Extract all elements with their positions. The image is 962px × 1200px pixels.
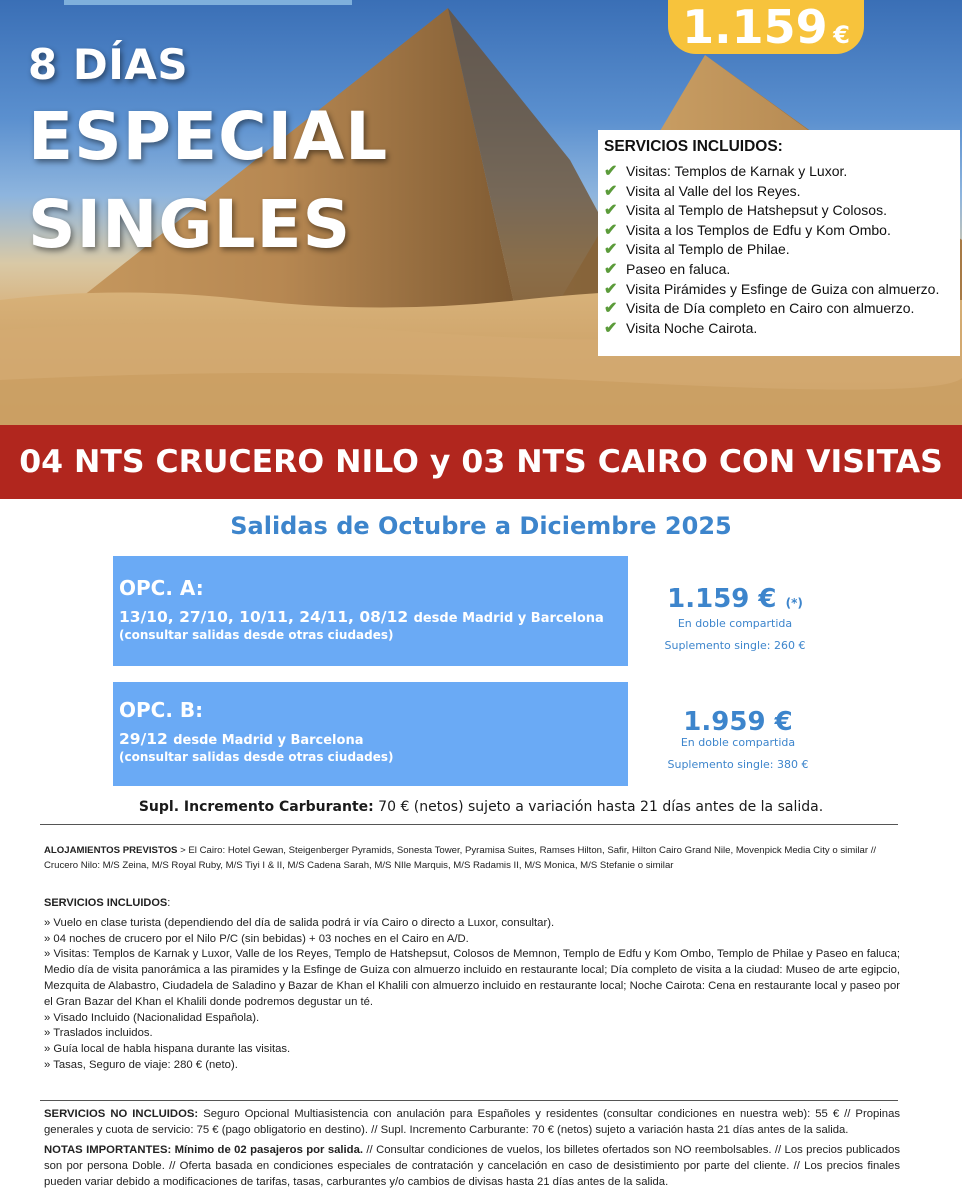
option-a-supplement: Suplemento single: 260 € <box>664 639 806 652</box>
not-included-text: Seguro Opcional Multiasistencia con anulación para Españoles y residentes (consultar condiciones en nuestra web): 55 € // Propinas generales y cuota de servicio: 75 € (pago obligatorio en destino). // Supl. Incremento Carburante: 70 € (netos) sujeto a variación hasta 21 días antes de la salida. <box>44 1108 901 1136</box>
option-a-price-value: 1.159 € <box>667 584 777 614</box>
check-icon: ✔ <box>604 319 618 337</box>
option-b-price-block <box>648 708 828 771</box>
included-service-item: » Guía local de habla hispana durante las visitas. <box>44 1043 291 1056</box>
important-notes-label: NOTAS IMPORTANTES: Mínimo de 02 pasajeros por salida. <box>44 1144 364 1156</box>
services-highlight-item-text: Visita al Valle del los Reyes. <box>626 182 801 199</box>
included-service-item: » Vuelo en clase turista (dependiendo del día de salida podrá ir vía Cairo o directo a Luxor, consultar). <box>44 916 555 929</box>
check-icon: ✔ <box>604 221 618 239</box>
option-b-label: OPC. B: <box>119 698 204 722</box>
services-highlight-item-text: Visita Noche Cairota. <box>626 319 758 336</box>
option-b-origin: desde Madrid y Barcelona <box>173 733 364 748</box>
check-icon: ✔ <box>604 300 618 318</box>
services-highlight-item <box>604 260 954 280</box>
included-service-item: » Tasas, Seguro de viaje: 280 € (neto). <box>44 1058 238 1071</box>
check-icon: ✔ <box>604 241 618 259</box>
services-highlight-item-text: Visita al Templo de Philae. <box>626 241 790 258</box>
services-highlight-item <box>604 280 954 300</box>
services-highlight-item-text: Visita Pirámides y Esfinge de Guiza con almuerzo. <box>626 280 940 297</box>
fuel-surcharge-text: 70 € (netos) sujeto a variación hasta 21 días antes de la salida. <box>373 799 824 815</box>
itinerary-banner: 04 NTS CRUCERO NILO y 03 NTS CAIRO CON VISITAS <box>0 425 962 499</box>
check-icon: ✔ <box>604 280 618 298</box>
services-highlight-item <box>604 162 954 182</box>
price-badge-currency: € <box>833 21 850 49</box>
included-service-item: » 04 noches de crucero por el Nilo P/C (sin bebidas) + 03 noches en el Cairo en A/D. <box>44 932 469 945</box>
option-a-origin: desde Madrid y Barcelona <box>413 611 604 626</box>
services-highlight-item <box>604 299 954 319</box>
included-service-item: » Traslados incluidos. <box>44 1027 153 1040</box>
option-b-supplement: Suplemento single: 380 € <box>667 758 809 771</box>
accommodation-section <box>44 843 900 873</box>
option-a-price <box>645 585 825 617</box>
price-badge <box>668 0 864 54</box>
option-b-price <box>648 708 828 736</box>
top-accent-strip <box>64 0 352 5</box>
departures-title: Salidas de Octubre a Diciembre 2025 <box>230 512 732 540</box>
days-title: 8 DÍAS <box>28 40 189 89</box>
services-highlight-item-text: Visita de Día completo en Cairo con almuerzo. <box>626 300 915 317</box>
services-highlight-item <box>604 201 954 221</box>
included-services-section <box>44 896 900 1074</box>
option-b-price-basis: En doble compartida <box>680 736 796 749</box>
divider-top <box>40 824 898 825</box>
option-b-box <box>113 682 628 786</box>
option-a-note: (consultar salidas desde otras ciudades) <box>119 628 394 642</box>
important-notes-text: // Consultar condiciones de vuelos, los billetes ofertados son NO reembolsables. // Los precios publicados son por persona Doble. // Oferta basada en condiciones especiales de contratación y cancelación en caso de desistimiento por parte del cliente. // Los precios finales pueden variar debido a modificaciones de tarifas, tasas, carburantes y/o cambios de divisas hasta 21 días antes de la salida. <box>44 1144 900 1188</box>
check-icon: ✔ <box>604 163 618 180</box>
services-highlight-box <box>598 130 960 356</box>
singles-title: SINGLES <box>28 186 352 263</box>
option-b-price-value: 1.959 € <box>683 707 793 737</box>
not-included-label: SERVICIOS NO INCLUIDOS: <box>44 1108 199 1120</box>
included-services-title-text: SERVICIOS INCLUIDOS <box>44 897 168 909</box>
important-notes-section <box>44 1143 900 1190</box>
included-services-title-colon: : <box>167 897 171 909</box>
services-highlight-item <box>604 221 954 241</box>
especial-title: ESPECIAL <box>28 98 389 175</box>
check-icon: ✔ <box>604 202 618 220</box>
fuel-surcharge-note <box>0 799 962 815</box>
option-a-price-mark: (*) <box>785 596 803 610</box>
services-highlight-item <box>604 182 954 202</box>
option-a-dates <box>119 608 628 626</box>
not-included-section <box>44 1107 900 1138</box>
check-icon: ✔ <box>604 260 618 278</box>
services-highlight-item-text: Visita a los Templos de Edfu y Kom Ombo. <box>626 221 891 238</box>
accommodation-label: ALOJAMIENTOS PREVISTOS <box>44 845 178 856</box>
services-highlight-item-text: Paseo en faluca. <box>626 260 731 277</box>
included-services-title <box>44 896 900 912</box>
divider-bottom <box>40 1100 898 1101</box>
accommodation-text: > El Cairo: Hotel Gewan, Steigenberger Pyramids, Sonesta Tower, Pyramisa Suites, Ramses Hilton, Safir, Hilton Cairo Grand Nile, Movenpick Media City o similar // Crucero Nilo: M/S Zeina, M/S Royal Ruby, M/S Tiyi I & II, M/S Cadena Sarah, M/S NIle Marquis, M/S Radamis II, M/S Monica, M/S Stefanie o similar <box>44 845 877 871</box>
services-highlight-item-text: Visita al Templo de Hatshepsut y Colosos. <box>626 202 887 219</box>
option-a-label: OPC. A: <box>119 576 204 600</box>
included-service-item: » Visado Incluido (Nacionalidad Española). <box>44 1011 260 1024</box>
check-icon: ✔ <box>604 182 618 200</box>
services-highlight-list <box>604 162 954 338</box>
included-service-item: » Visitas: Templos de Karnak y Luxor, Valle de los Reyes, Templo de Hatshepsut, Colosos de Memnon, Templo de Edfu y Kom Ombo, Templo de Philae y Paseo en faluca; Medio día de visita panorámica a las piramides y la Esfinge de Guiza con almuerzo incluido en restaurante local; Día completo de visita a la ciudad: Museo de arte egipcio, Mezquita de Alabastro, Ciudadela de Saladino y Bazar de Khan el Khalili con almuerzo incluido en restaurante local; Noche Cairota: Cena en restaurante local y paseo por el Gran Bazar del Khan el Khalili donde podremos degustar un té. <box>44 948 900 1008</box>
services-highlight-title: SERVICIOS INCLUIDOS: <box>604 138 783 155</box>
option-b-note: (consultar salidas desde otras ciudades) <box>119 750 394 764</box>
option-b-dates <box>119 730 628 748</box>
price-badge-amount: 1.159 <box>682 0 828 54</box>
included-services-list <box>44 916 900 1074</box>
services-highlight-item <box>604 319 954 339</box>
option-a-box <box>113 556 628 666</box>
hero-image <box>0 0 962 425</box>
services-highlight-item <box>604 240 954 260</box>
fuel-surcharge-label: Supl. Incremento Carburante: <box>138 799 374 815</box>
option-a-date-list: 13/10, 27/10, 10/11, 24/11, 08/12 <box>119 608 409 626</box>
option-a-price-basis: En doble compartida <box>677 617 793 630</box>
option-a-price-block <box>645 585 825 652</box>
services-highlight-item-text: Visitas: Templos de Karnak y Luxor. <box>626 163 848 179</box>
option-b-date-list: 29/12 <box>119 730 168 748</box>
